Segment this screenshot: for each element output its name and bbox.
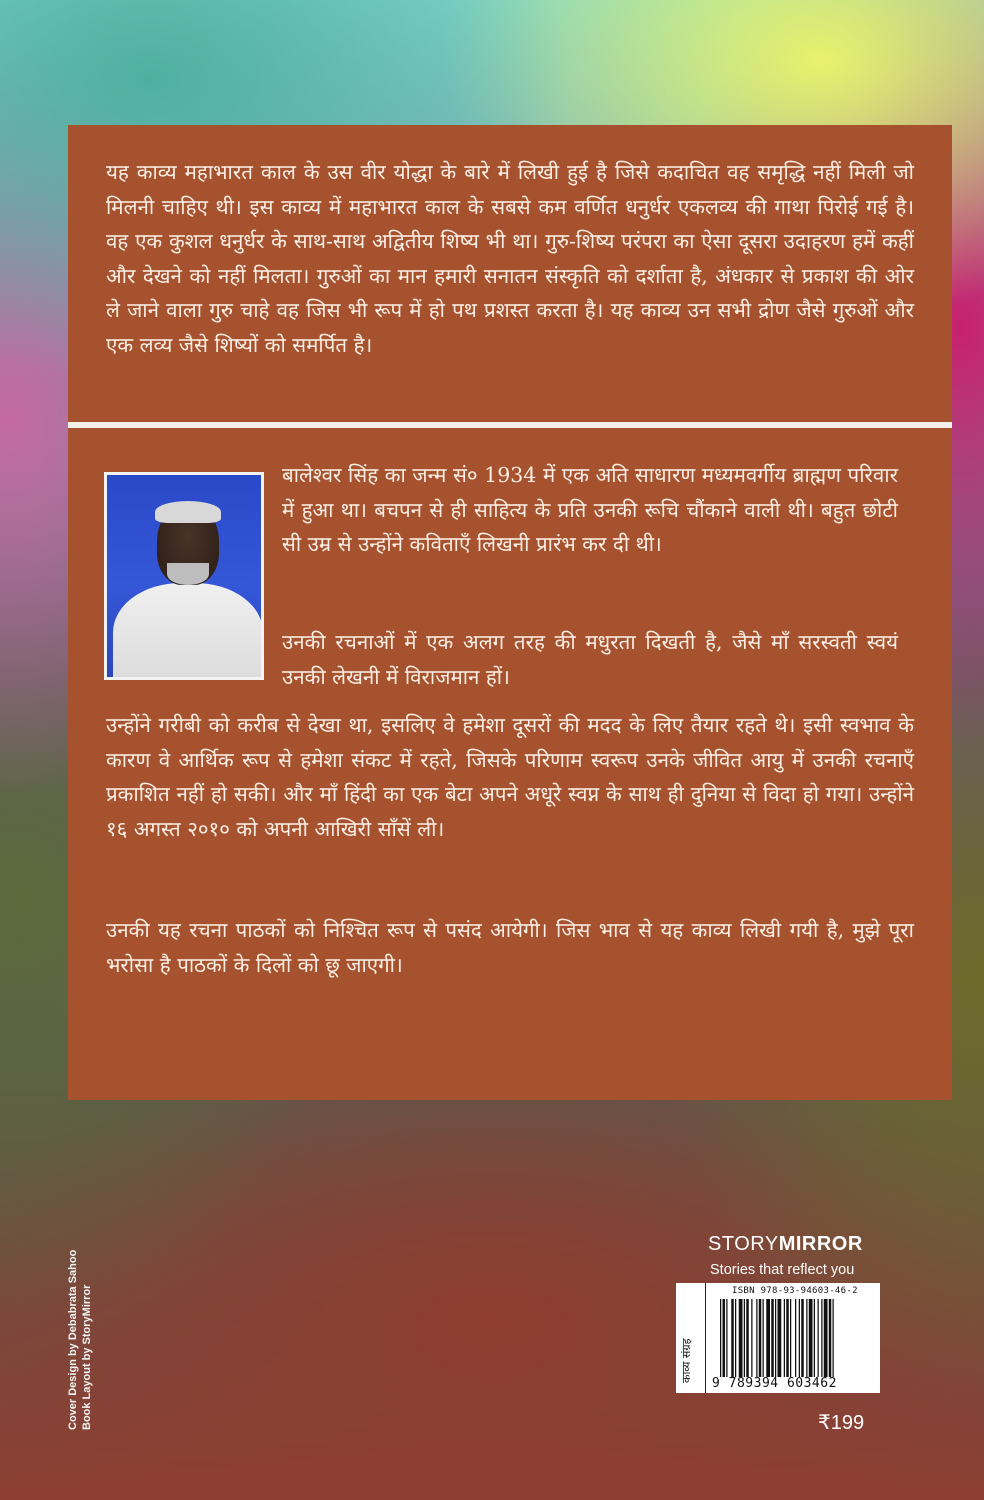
barcode-bar [790,1299,791,1377]
barcode-bar [739,1299,743,1377]
back-cover-panel [68,125,952,1100]
barcode-bar [814,1299,815,1377]
barcode-bar [818,1299,819,1377]
barcode-bar [771,1299,774,1377]
barcode-bar [824,1299,828,1377]
author-bio-paragraph-1: बालेश्वर सिंह का जन्म सं० 1934 में एक अति साधारण मध्यमवर्गीय ब्राह्मण परिवार में हुआ था। बचपन से ही साहित्य के प्रति उनकी रूचि चौंकाने वाली थी। बहुत छोटी सी उम्र से उन्होंने कविताएँ लिखनी प्रारंभ कर दी थी। [282,463,898,556]
author-photo-beard [167,563,209,585]
barcode-bar [775,1299,776,1377]
author-photo-body [113,583,263,680]
author-bio-paragraph-4: उनकी यह रचना पाठकों को निश्चित रूप से पसंद आयेगी। जिस भाव से यह काव्य लिखी गयी है, मुझे पूरा भरोसा है पाठकों के दिलों को छू जाएगी। [106,918,914,977]
book-layout-credit: Book Layout by StoryMirror [81,1284,93,1430]
barcode-bar [744,1299,745,1377]
author-bio-paragraph-2: उनकी रचनाओं में एक अलग तरह की मधुरता दिखती है, जैसे माँ सरस्वती स्वयं उनकी लेखनी में विराजमान हों। [282,630,898,689]
barcode-bar [746,1299,749,1377]
synopsis-text: यह काव्य महाभारत काल के उस वीर योद्धा के बारे में लिखी हुई है जिसे कदाचित वह समृद्धि नहीं मिली जो मिलनी चाहिए थी। इस काव्य में महाभारत काल के सबसे कम वर्णित धनुर्धर एकलव्य की गाथा पिरोई गई है। वह एक कुशल धनुर्धर के साथ-साथ अद्वितीय शिष्य भी था। गुरु-शिष्य परंपरा का ऐसा दूसरा उदाहरण हमें कहीं और देखने को नहीं मिलता। गुरुओं का मान हमारी सनातन संस्कृति को दर्शाता है, अंधकार से प्रकाश की ओर ले जाने वाला गुरु चाहे वह जिस भी रूप में हो पथ प्रशस्त करता है। यह काव्य उन सभी द्रोण जैसे गुरुओं और एक लव्य जैसे शिष्यों को समर्पित है। [106,160,914,357]
barcode-bar [829,1299,832,1377]
isbn-barcode [676,1283,880,1393]
barcode-bar [759,1299,762,1377]
barcode-bar [735,1299,736,1377]
publisher-name-bold: MIRROR [778,1233,863,1255]
cover-design-credit: Cover Design by Debabrata Sahoo [67,1249,79,1430]
author-bio-paragraph-3: उन्होंने गरीबी को करीब से देखा था, इसलिए वे हमेशा दूसरों की मदद के लिए तैयार रहते थे। इसी स्वभाव के कारण वे आर्थिक रूप से हमेशा संकट में रहते, जिसके परिणाम स्वरूप उनके जीवित आयु में उनकी रचनाएँ प्रकाशित नहीं हो सकी। और माँ हिंदी का एक बेटा अपने अधूरे स्वप्न के साथ ही दुनिया से विदा हो गया। उन्होंने १६ अगस्त २०१० को अपनी आखिरी साँसें ली। [106,713,914,841]
genre-label-box [676,1283,706,1393]
barcode-bar [821,1299,822,1377]
barcode-bar [751,1299,752,1377]
isbn-number: ISBN 978-93-94603-46-2 [732,1286,858,1296]
price-label: ₹199 [818,1412,865,1434]
barcode-bar [833,1299,834,1377]
publisher-tagline: Stories that reflect you [710,1262,855,1278]
barcode-bar [723,1299,726,1377]
barcode-bar [731,1299,734,1377]
barcode-bar [756,1299,757,1377]
barcode-bar [763,1299,764,1377]
publisher-logo [708,1233,863,1256]
genre-label: काव्य संग्रह [680,1338,693,1383]
cover-credits [66,1190,94,1430]
barcode-bar [778,1299,782,1377]
barcode-bar [766,1299,770,1377]
author-photo-hair [155,501,221,523]
barcode-bar [784,1299,785,1377]
barcode-bar [801,1299,804,1377]
barcode-bar [726,1299,727,1377]
barcode-bars [720,1299,870,1377]
barcode-digits: 9 789394 603462 [712,1376,837,1391]
barcode-bar [809,1299,813,1377]
barcode-bar [795,1299,796,1377]
barcode-bar [799,1299,800,1377]
author-photo [104,472,264,680]
barcode-bar [720,1299,721,1377]
publisher-name-light: STORY [708,1233,779,1255]
section-divider [68,422,952,428]
barcode-bar [806,1299,807,1377]
barcode-bar [786,1299,789,1377]
